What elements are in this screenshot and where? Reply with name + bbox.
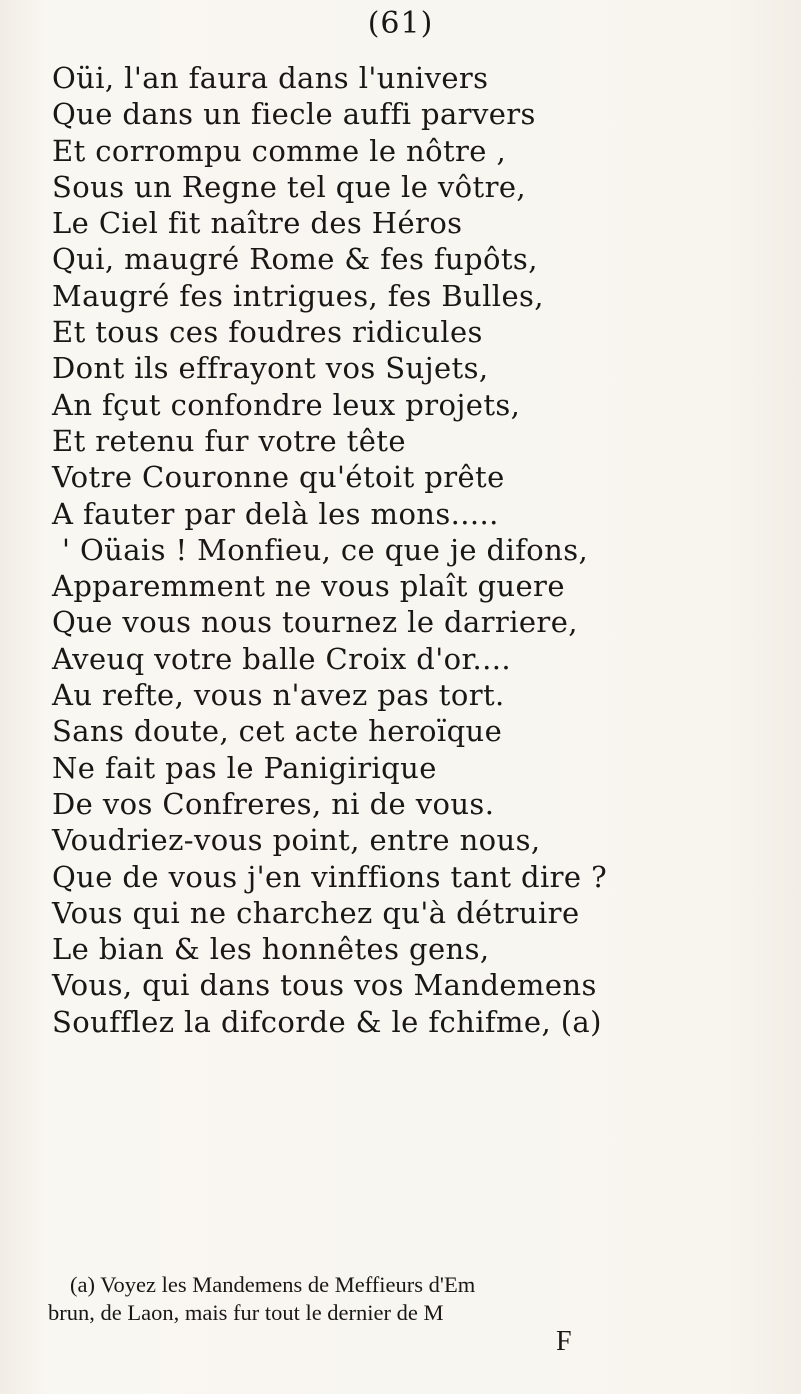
- verse-line: Et corrompu comme le nôtre ,: [52, 133, 507, 168]
- verse-line: Que vous nous tournez le darriere,: [52, 605, 578, 640]
- verse-line: Le Ciel fit naître des Héros: [52, 206, 463, 241]
- verse-line: Le bian & les honnêtes gens,: [52, 932, 490, 967]
- verse-line: Apparemment ne vous plaît guere: [52, 569, 565, 604]
- poem-text: [52, 60, 772, 1040]
- verse-line: Sans doute, cet acte heroïque: [52, 714, 503, 749]
- verse-line: Et retenu fur votre tête: [52, 423, 406, 458]
- verse-line: An fçut confondre leux projets,: [52, 387, 521, 422]
- verse-line: Aveuq votre balle Croix d'or....: [52, 641, 512, 676]
- footnote: [48, 1271, 778, 1327]
- verse-line: Et tous ces foudres ridicules: [52, 315, 483, 350]
- verse-line: Que de vous j'en vinffions tant dire ?: [52, 859, 608, 894]
- signature-mark: F: [556, 1326, 572, 1357]
- footnote-line: brun, de Laon, mais fur tout le dernier de M: [48, 1300, 444, 1325]
- page-number: (61): [367, 6, 434, 41]
- verse-line: De vos Confreres, ni de vous.: [52, 786, 495, 821]
- verse-line: Dont ils effrayont vos Sujets,: [52, 351, 489, 386]
- verse-line: Voudriez-vous point, entre nous,: [52, 823, 541, 858]
- verse-line: Vous qui ne charchez qu'à détruire: [52, 895, 580, 930]
- verse-line: Sous un Regne tel que le vôtre,: [52, 169, 527, 204]
- verse-line: Vous, qui dans tous vos Mandemens: [52, 968, 597, 1003]
- footnote-line: (a) Voyez les Mandemens de Meffieurs d'Em: [70, 1272, 476, 1297]
- verse-line: Au refte, vous n'avez pas tort.: [52, 678, 505, 713]
- verse-line: A fauter par delà les mons.....: [52, 496, 499, 531]
- verse-line: Que dans un fiecle auffi parvers: [52, 97, 536, 132]
- verse-line: ' Oüais ! Monfieu, ce que je difons,: [62, 532, 589, 567]
- verse-line: Votre Couronne qu'étoit prête: [52, 460, 505, 495]
- verse-line: Soufflez la difcorde & le fchifme, (a): [52, 1004, 602, 1039]
- verse-line: Qui, maugré Rome & fes fupôts,: [52, 242, 538, 277]
- verse-line: Maugré fes intrigues, fes Bulles,: [52, 278, 544, 313]
- verse-line: Oüi, l'an faura dans l'univers: [52, 61, 489, 95]
- verse-line: Ne fait pas le Panigirique: [52, 750, 437, 785]
